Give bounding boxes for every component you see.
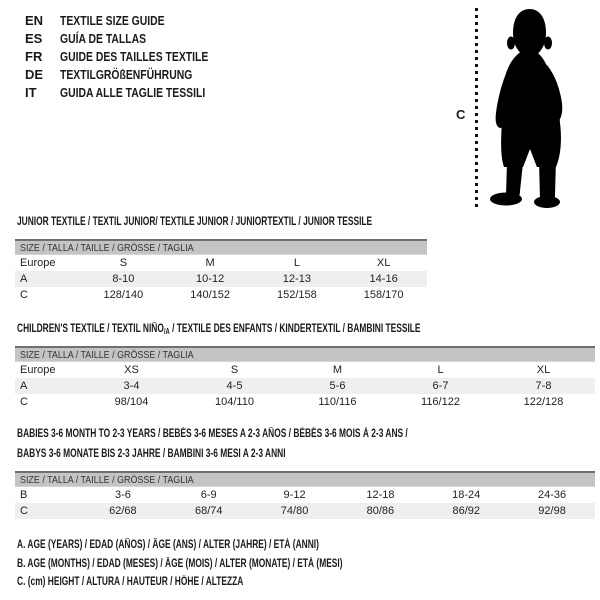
language-code: DE [25, 67, 44, 82]
table-row-height: C 62/68 68/74 74/80 80/86 86/92 92/98 [15, 503, 595, 519]
junior-section-title: JUNIOR TEXTILE / TEXTIL JUNIOR/ TEXTILE JUNIOR / JUNIORTEXTIL / JUNIOR TESSILE [17, 216, 373, 228]
size-header-band: SIZE / TALLA / TAILLE / GRÖSSE / TAGLIA [15, 346, 595, 362]
children-section-title: CHILDREN'S TEXTILE / TEXTIL NIÑO/A / TEXTILE DES ENFANTS / KINDERTEXTIL / BAMBINI TESSILE [17, 323, 421, 336]
table-row-height: C 128/140 140/152 152/158 158/170 [20, 289, 404, 301]
height-measure-label: C [456, 107, 466, 122]
language-code: ES [25, 31, 43, 46]
language-row-en [25, 12, 245, 30]
legend-notes [17, 536, 463, 592]
junior-size-table [15, 239, 427, 303]
language-row-de [25, 66, 245, 84]
table-row-europe: Europe XS S M L XL [20, 364, 551, 376]
language-title: TEXTILGRÖßENFÜHRUNG [60, 67, 193, 82]
children-size-table [15, 346, 595, 410]
note-height-cm: C. (cm) HEIGHT / ALTURA / HAUTEUR / HÖHE / ALTEZZA [17, 576, 244, 588]
language-title: TEXTILE SIZE GUIDE [60, 13, 165, 28]
language-code: IT [25, 85, 37, 100]
babies-section-title: BABIES 3-6 MONTH TO 2-3 YEARS / BEBÉS 3-6 MESES A 2-3 AÑOS / BÉBÉS 3-6 MOIS À 2-3 ANS / BABYS 3-6 MONATE BIS 2-3 JAHRE / BAMBINI 3-6 MESI A 2-3 ANNI [17, 428, 408, 460]
table-row-age-months: B 3-6 6-9 9-12 12-18 18-24 24-36 [20, 489, 567, 501]
language-row-es [25, 30, 245, 48]
babies-size-table [15, 471, 595, 519]
note-age-years: A. AGE (YEARS) / EDAD (AÑOS) / ÂGE (ANS) / ALTER (JAHRE) / ETÀ (ANNI) [17, 539, 319, 551]
table-row-age: A 8-10 10-12 12-13 14-16 [15, 271, 427, 287]
height-dashed-line [475, 8, 478, 208]
table-row-age: A 3-4 4-5 5-6 6-7 7-8 [15, 378, 595, 394]
language-title-list [25, 12, 245, 102]
language-title: GUIDA ALLE TAGLIE TESSILI [60, 85, 206, 100]
language-code: EN [25, 13, 44, 28]
language-row-it [25, 84, 245, 102]
language-title: GUÍA DE TALLAS [60, 31, 147, 46]
table-row-europe: Europe S M L XL [20, 257, 391, 269]
size-header-band: SIZE / TALLA / TAILLE / GRÖSSE / TAGLIA [15, 471, 595, 487]
nino-a-subscript: /A [163, 327, 170, 336]
size-header-band: SIZE / TALLA / TAILLE / GRÖSSE / TAGLIA [15, 239, 427, 255]
language-code: FR [25, 49, 43, 64]
toddler-silhouette-icon [487, 3, 600, 209]
language-row-fr [25, 48, 245, 66]
table-row-height: C 98/104 104/110 110/116 116/122 122/128 [20, 396, 564, 408]
note-age-months: B. AGE (MONTHS) / EDAD (MESES) / ÂGE (MOIS) / ALTER (MONATE) / ETÀ (MESI) [17, 557, 343, 570]
language-title: GUIDE DES TAILLES TEXTILE [60, 49, 209, 64]
